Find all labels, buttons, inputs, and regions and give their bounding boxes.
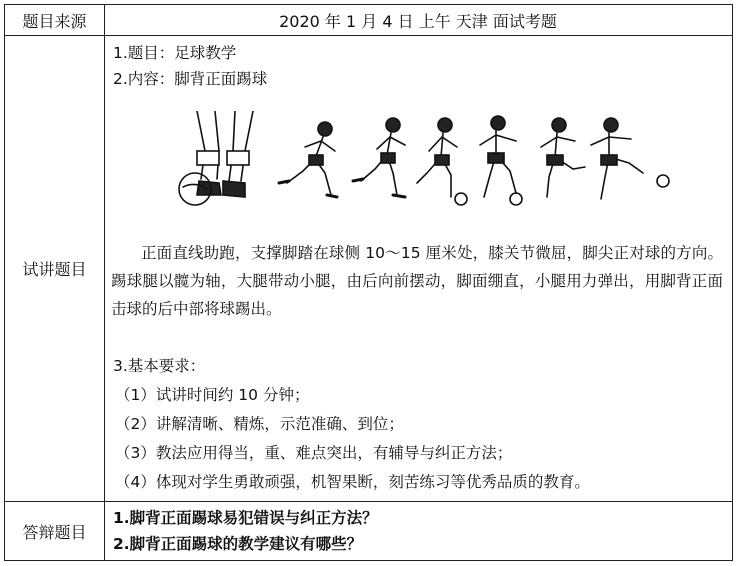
kicking-sequence-illustration: [175, 111, 675, 219]
runner-figure-6: [591, 118, 669, 199]
exam-table: [4, 4, 733, 561]
defense-question: 1.脚背正面踢球易犯错误与纠正方法？: [113, 509, 378, 527]
requirement-item: （3）教法应用得当，重、难点突出，有辅导与纠正方法；: [115, 444, 513, 462]
exam-title: 2020 年 1 月 4 日 上午 天津 面试考题: [279, 11, 557, 31]
requirement-item: （4）体现对学生勇敢顽强，机智果断，刻苦练习等优秀品质的教育。: [115, 473, 590, 491]
requirement-item: （1）试讲时间约 10 分钟；: [115, 386, 310, 404]
requirement-item: （2）讲解清晰、精炼，示范准确、到位；: [115, 415, 404, 433]
runner-figure-5: [541, 118, 585, 197]
runner-figure-4: [480, 116, 522, 205]
runner-figure-3: [417, 118, 467, 205]
runner-figure-2: [353, 118, 405, 197]
lecture-content: 2.内容：脚背正面踢球: [113, 70, 268, 88]
leg-closeup-figure: [179, 111, 253, 205]
lecture-label: 试讲题目: [22, 259, 87, 279]
row-divider: [5, 35, 732, 36]
row-divider: [5, 501, 732, 502]
column-divider: [104, 5, 105, 560]
defense-question: 2.脚背正面踢球的教学建议有哪些？: [113, 535, 363, 553]
requirements-title: 3.基本要求：: [113, 357, 206, 375]
runner-figure-1: [279, 122, 337, 197]
technique-description: 正面直线助跑，支撑脚踏在球侧 10～15 厘米处，膝关节微屈，脚尖正对球的方向。踢球腿以髋为轴，大腿带动小腿，由后向前摆动，脚面绷直，小腿用力弹出，用脚背正面击球的后中部将球踢出。: [111, 244, 723, 318]
defense-label: 答辩题目: [22, 523, 87, 542]
lecture-topic: 1.题目：足球教学: [113, 44, 237, 62]
source-label: 题目来源: [22, 11, 87, 31]
